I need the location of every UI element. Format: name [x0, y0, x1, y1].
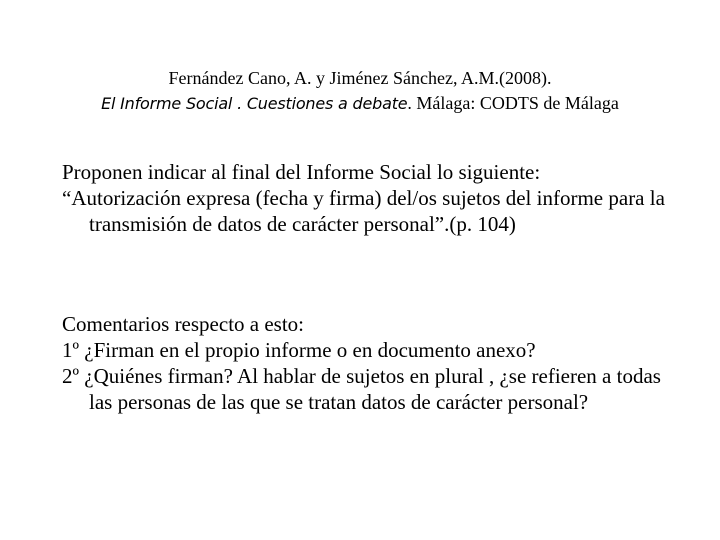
citation-publisher: . Málaga: CODTS de Málaga [407, 93, 619, 113]
comment-item-1: 1º ¿Firman en el propio informe o en documento anexo? [62, 338, 536, 362]
proposal-section [62, 159, 682, 237]
citation-source [0, 91, 720, 116]
citation-title: El Informe Social . Cuestiones a debate [101, 94, 408, 113]
citation-authors: Fernández Cano, A. y Jiménez Sánchez, A.M.(2008). [168, 68, 552, 88]
comments-heading: Comentarios respecto a esto: [62, 312, 305, 336]
proposal-quote: “Autorización expresa (fecha y firma) del/os sujetos del informe para la transmisión de datos de carácter personal”.(p. 104) [62, 186, 665, 236]
citation [0, 66, 720, 116]
comments-section [62, 311, 682, 415]
proposal-intro: Proponen indicar al final del Informe Social lo siguiente: [62, 160, 541, 184]
comment-item-2: 2º ¿Quiénes firman? Al hablar de sujetos en plural , ¿se refieren a todas las personas de las que se tratan datos de carácter personal? [62, 364, 661, 414]
